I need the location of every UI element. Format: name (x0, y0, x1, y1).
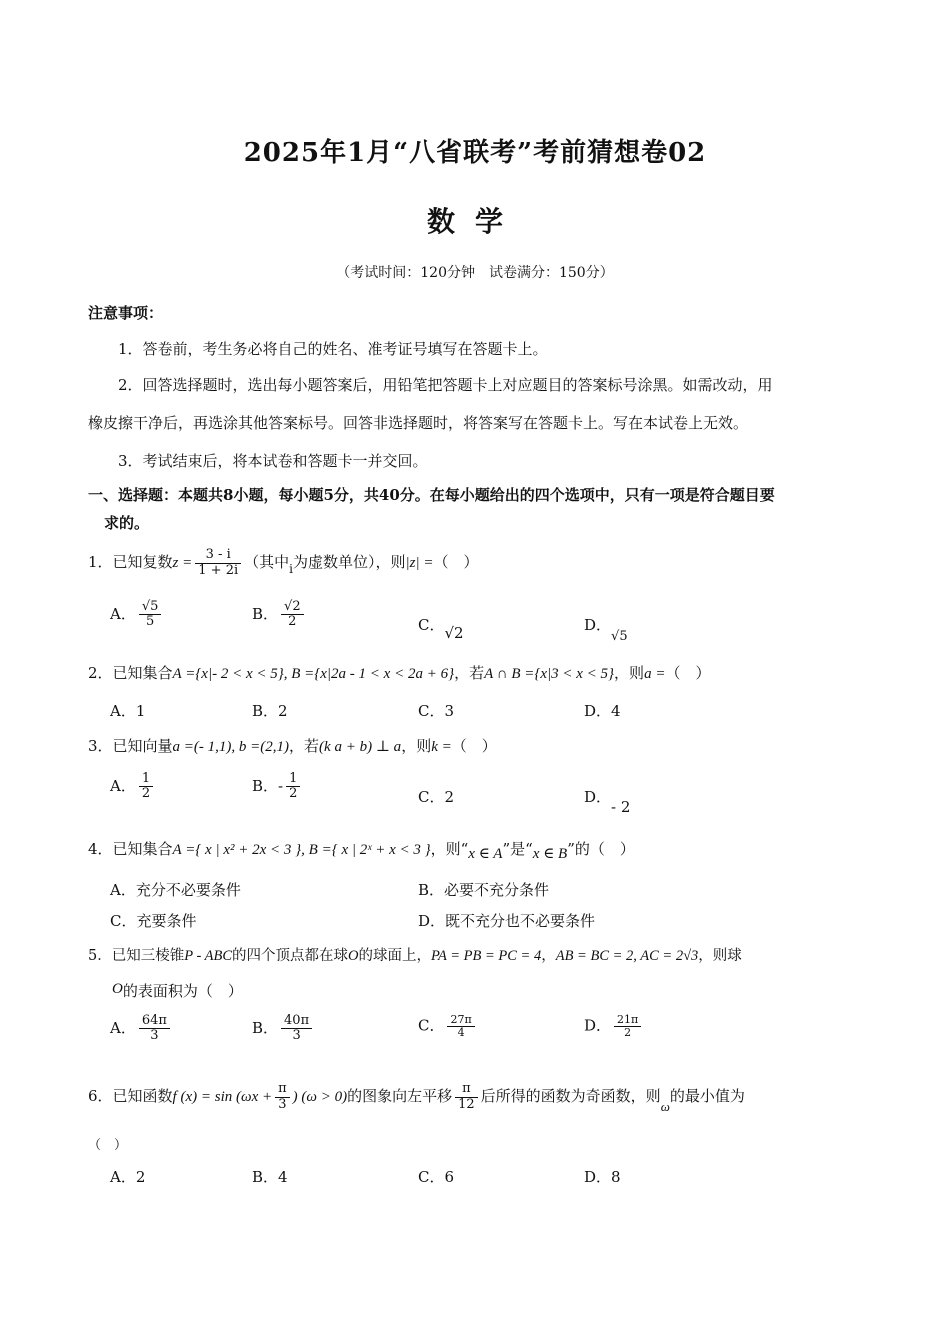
q3-option-d (584, 786, 631, 816)
q4-pre: 4．已知集合 (88, 840, 173, 858)
q1-option-b-frac (281, 600, 304, 630)
q6-option-c: C．6 (418, 1168, 455, 1186)
notice-item-3: 3．考试结束后，将本试卷和答题卡一并交回。 (118, 452, 428, 470)
q5-sphere-o: O (348, 948, 359, 964)
q4-option-c: C．充要条件 (110, 912, 197, 930)
q6-mid: 的图象向左平移 (347, 1087, 453, 1105)
q3-option-d-value: - 2 (611, 798, 631, 816)
q3-option-a (110, 772, 156, 802)
q5-option-a-num: 64π (139, 1014, 170, 1029)
q3-option-a-frac (139, 772, 153, 802)
q5-post: ，则球 (698, 948, 742, 964)
q1-fraction (195, 548, 241, 578)
q6-shift-frac (455, 1082, 478, 1112)
q6-pre: 6．已知函数 (88, 1087, 173, 1105)
q5-option-d (584, 1014, 644, 1039)
q3-option-c: C．2 (418, 788, 455, 806)
q3-option-a-den: 2 (141, 786, 151, 802)
q5-tetrahedron: P - ABC (184, 948, 233, 964)
q1-option-c-value: √2 (444, 624, 464, 642)
q6-option-a: A．2 (110, 1168, 146, 1186)
q6-shift-den: 12 (458, 1096, 475, 1112)
subject-title: 数学 (426, 205, 523, 238)
q5-option-c-den: 4 (457, 1026, 465, 1040)
question-2 (88, 662, 710, 683)
q2-option-a: A．1 (110, 702, 146, 720)
q1-abs-z: |z| = (405, 555, 434, 571)
q3-post: （ ） (451, 737, 497, 755)
q6-shift-num: π (455, 1082, 478, 1097)
q4-condition-1: x ∈ A (468, 846, 503, 862)
q1-option-b-den: 2 (288, 614, 297, 630)
q5-option-b-den: 3 (292, 1028, 301, 1044)
q4-mid2: ”是“ (502, 840, 533, 858)
q4-set-a: A ={ x | x² + 2x < 3 } (172, 842, 302, 858)
q1-option-a-num: √5 (139, 600, 162, 615)
q5-option-d-den: 2 (624, 1026, 632, 1040)
question-6-line2: （ ） (88, 1138, 128, 1153)
section1-heading-line2: 求的。 (104, 514, 150, 532)
q1-option-d-value: √5 (611, 629, 628, 644)
q4-mid: ，则“ (430, 840, 469, 858)
q3-option-b-label: B． (252, 776, 279, 795)
q1-post: （ ） (433, 553, 479, 571)
q3-option-b-den: 2 (289, 786, 298, 802)
q5-option-c (418, 1014, 478, 1039)
q5-option-c-frac (447, 1014, 474, 1039)
q5-option-d-label: D． (584, 1016, 612, 1035)
q5-option-b-num: 40π (281, 1014, 312, 1029)
q5-option-a-den: 3 (150, 1028, 159, 1044)
q5-option-b-label: B． (252, 1018, 279, 1037)
q1-option-a-den: 5 (145, 614, 155, 630)
q3-pre: 3．已知向量 (88, 737, 173, 755)
q2-mid2: ，则 (614, 664, 645, 682)
question-3 (88, 735, 497, 756)
q2-post: （ ） (665, 664, 711, 682)
q1-option-b (252, 600, 307, 630)
exam-info: （考试时间：120分钟 试卷满分：150分） (336, 265, 614, 281)
q3-option-b-num: 1 (286, 772, 300, 787)
q5-option-d-frac (614, 1014, 641, 1039)
q1-pre: 1．已知复数 (88, 553, 173, 571)
exam-title: 2025年1月“八省联考”考前猜想卷02 (243, 138, 707, 168)
q6-phase-frac (275, 1082, 290, 1112)
q1-option-a-frac (139, 600, 162, 630)
question-6 (88, 1074, 745, 1119)
q1-option-a-label: A． (110, 604, 136, 623)
q6-option-d: D．8 (584, 1168, 621, 1186)
q2-ask: a = (644, 666, 666, 682)
q4-option-a: A．充分不必要条件 (110, 881, 241, 899)
q3-option-b-frac (286, 772, 300, 802)
q3-mid2: ，则 (401, 737, 432, 755)
q1-option-d (584, 614, 628, 644)
q1-frac-num: 3 - i (195, 548, 241, 563)
q2-pre: 2．已知集合 (88, 664, 173, 682)
q6-mid2: 后所得的函数为奇函数，则 (480, 1087, 661, 1105)
q5-line2: 的表面积为（ ） (122, 982, 243, 1000)
q1-option-a (110, 600, 164, 630)
q1-option-c-label: C． (418, 616, 445, 634)
q5-option-c-label: C． (418, 1016, 445, 1035)
q4-option-d: D．既不充分也不必要条件 (418, 912, 596, 930)
question-5-line2 (112, 980, 243, 1001)
q5-equation-2: AB = BC = 2, AC = 2√3 (555, 948, 699, 964)
question-5 (88, 944, 742, 965)
q6-phase-den: 3 (278, 1096, 287, 1112)
q3-option-a-num: 1 (139, 772, 153, 787)
q6-function-part2: ) (ω > 0) (292, 1089, 348, 1105)
q1-z-eq: z = (172, 555, 193, 571)
notice-heading: 注意事项： (88, 304, 164, 322)
q1-option-c (418, 614, 464, 642)
q5-option-d-num: 21π (614, 1014, 641, 1027)
q1-option-d-label: D． (584, 616, 612, 634)
q2-condition: A ∩ B ={x|3 < x < 5} (484, 666, 615, 682)
q2-mid: ，若 (454, 664, 485, 682)
q6-phase-num: π (275, 1082, 290, 1097)
q1-mid2: 为虚数单位），则 (292, 553, 406, 571)
q3-condition: (k a + b) ⊥ a (319, 739, 402, 755)
q4-set-b: , B ={ x | 2ˣ + x < 3 } (301, 842, 431, 858)
q1-frac-den: 1 + 2i (198, 562, 239, 578)
q5-mid: 的四个顶点都在球 (232, 948, 349, 964)
q6-function-part1: f (x) = sin (ωx + (172, 1089, 273, 1105)
q5-option-b (252, 1014, 315, 1044)
q6-post: 的最小值为 (669, 1087, 745, 1105)
q5-sep: ， (541, 948, 556, 964)
q6-omega: ω (660, 1099, 670, 1114)
q5-mid2: 的球面上， (358, 948, 432, 964)
q5-option-b-frac (281, 1014, 312, 1044)
q2-option-b: B．2 (252, 702, 288, 720)
notice-item-2-line2: 橡皮擦干净后，再选涂其他答案标号。回答非选择题时，将答案写在答题卡上。写在本试卷上无效。 (88, 414, 749, 432)
section1-heading-line1: 一、选择题：本题共8小题，每小题5分，共40分。在每小题给出的四个选项中，只有一项是符合题目要 (88, 486, 775, 504)
notice-item-2-line1: 2．回答选择题时，选出每小题答案后，用铅笔把答题卡上对应题目的答案标号涂黑。如需改动，用 (118, 376, 773, 394)
question-1 (88, 542, 478, 589)
q2-option-d: D．4 (584, 702, 621, 720)
q4-condition-2: x ∈ B (532, 846, 568, 862)
q5-equation-1: PA = PB = PC = 4 (431, 948, 542, 964)
question-4 (88, 838, 635, 862)
q3-ask: k = (431, 739, 452, 755)
q1-option-b-num: √2 (281, 600, 304, 615)
q4-option-b: B．必要不充分条件 (418, 881, 550, 899)
q5-option-c-num: 27π (447, 1014, 474, 1027)
q3-mid: ，若 (289, 737, 320, 755)
q5-option-a-frac (139, 1014, 170, 1044)
q3-vectors: a =(- 1,1), b =(2,1) (172, 739, 290, 755)
q6-option-b: B．4 (252, 1168, 288, 1186)
q5-option-a (110, 1014, 173, 1044)
q5-pre: 5．已知三棱锥 (88, 948, 185, 964)
q3-option-b-sign: - (278, 776, 284, 795)
q1-mid: （其中 (244, 553, 290, 571)
q3-option-b (252, 772, 303, 802)
q4-post: ”的（ ） (567, 840, 635, 858)
q2-option-c: C．3 (418, 702, 455, 720)
q2-sets: A ={x|- 2 < x < 5}, B ={x|2a - 1 < x < 2a + 6} (172, 666, 455, 682)
q3-option-a-label: A． (110, 776, 136, 795)
notice-item-1: 1．答卷前，考生务必将自己的姓名、准考证号填写在答题卡上。 (118, 340, 548, 358)
q1-i-symbol: i (289, 562, 293, 576)
q3-option-d-label: D． (584, 788, 612, 806)
q5-option-a-label: A． (110, 1018, 136, 1037)
q1-option-b-label: B． (252, 604, 279, 623)
q5-sphere-o-2: O (112, 981, 123, 997)
